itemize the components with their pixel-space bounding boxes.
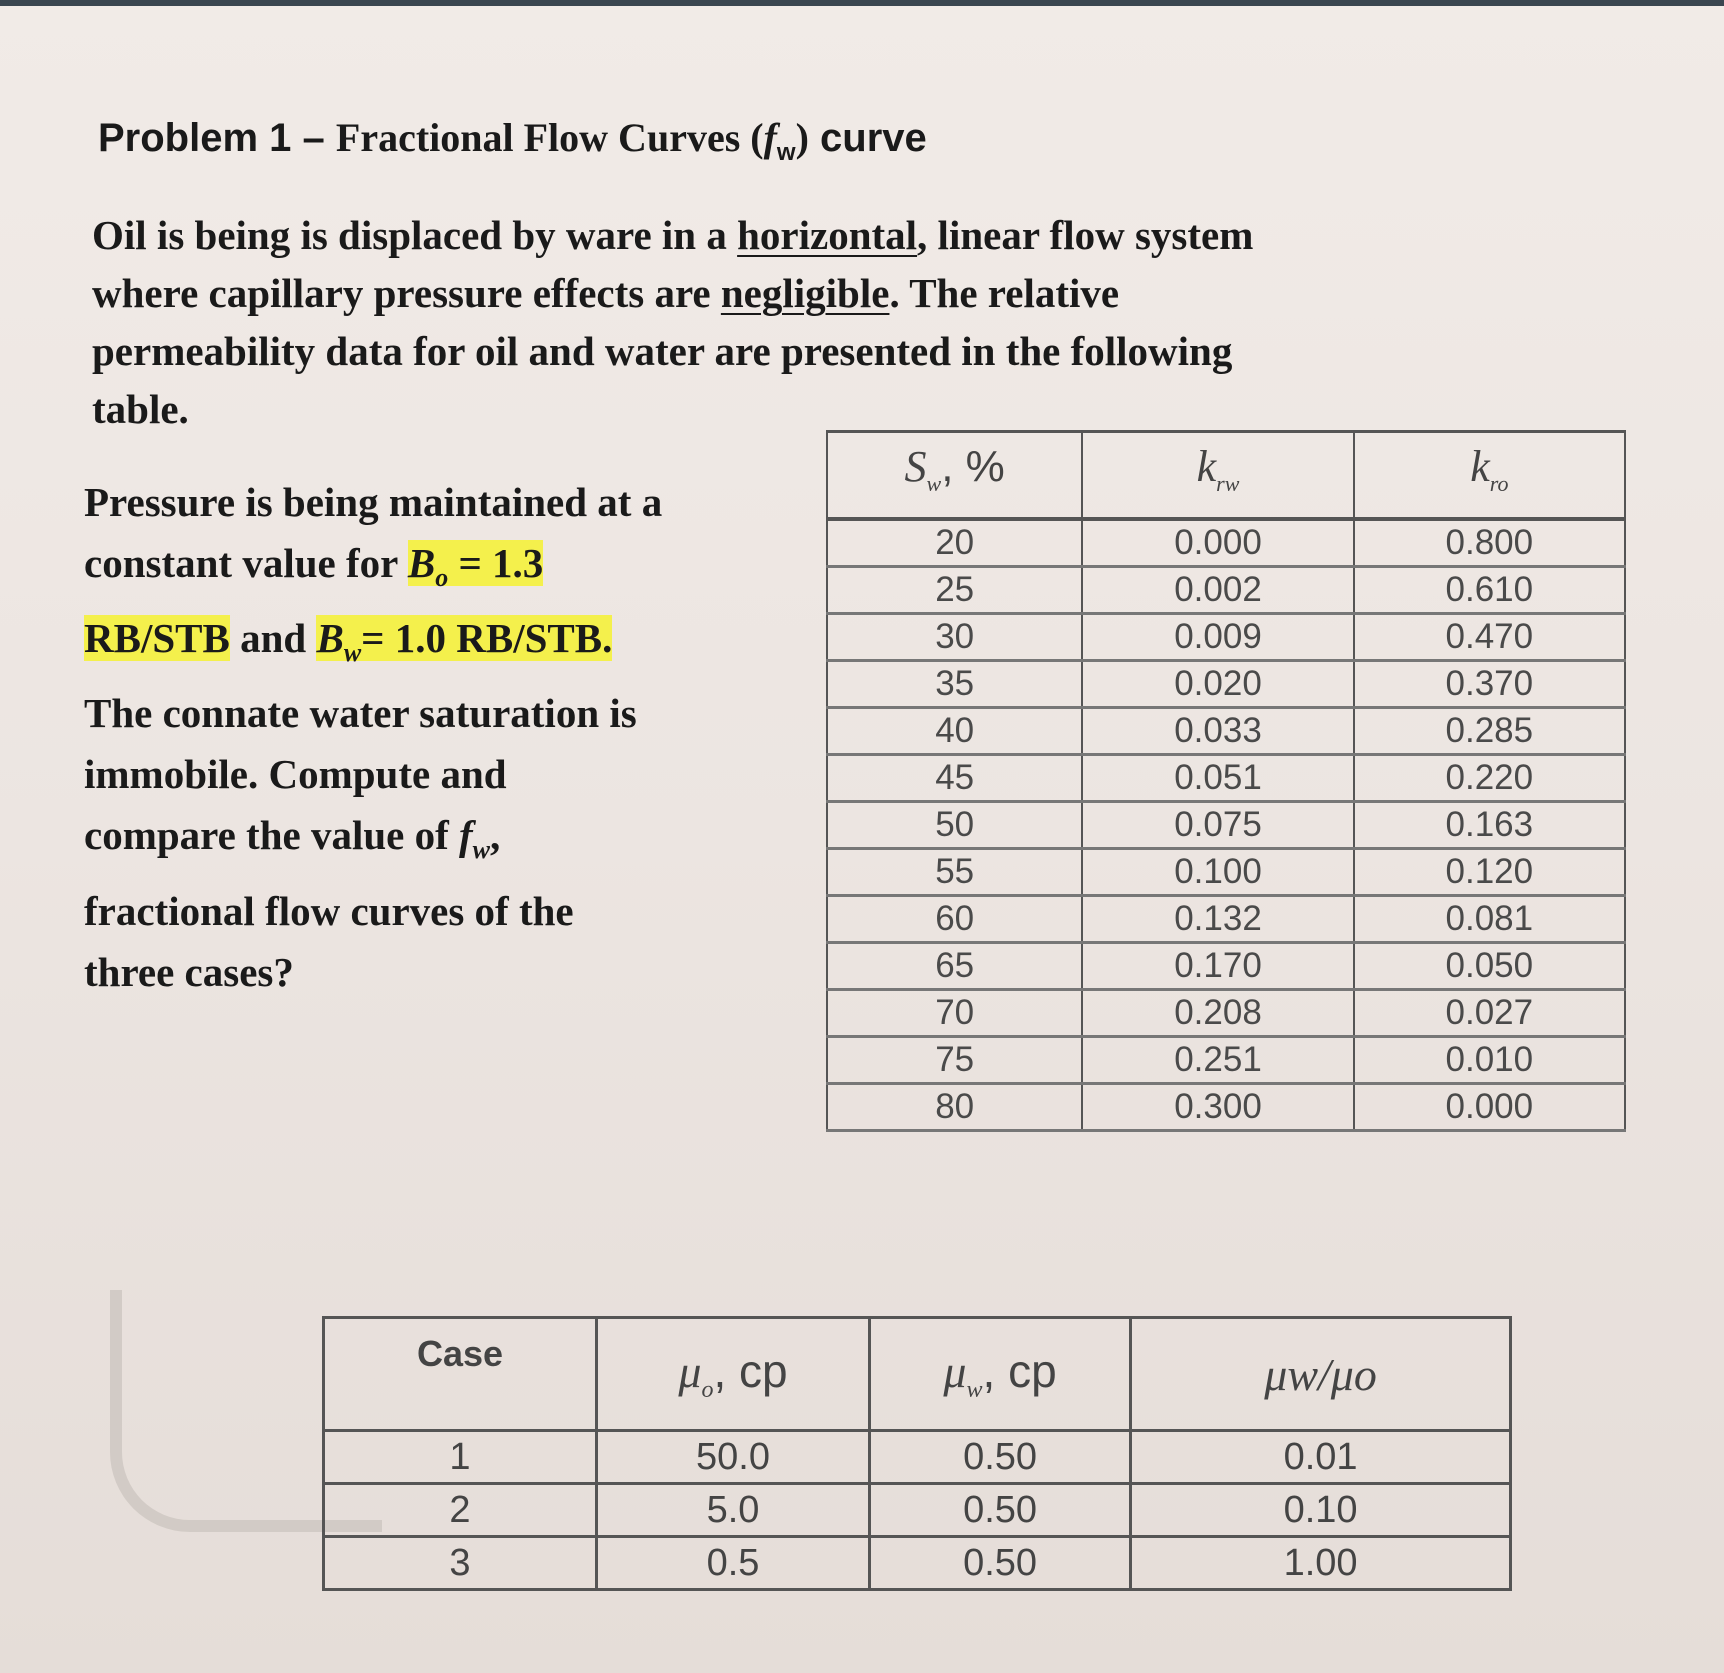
krw-cell: 0.170	[1082, 943, 1353, 990]
sw-cell: 80	[827, 1084, 1082, 1131]
kro-cell: 0.610	[1354, 567, 1625, 614]
intro-text: , linear flow system	[917, 212, 1254, 258]
kro-cell: 0.285	[1354, 708, 1625, 755]
cond-line-6	[84, 805, 804, 880]
cond-line-2	[84, 533, 804, 608]
sw-subscript: w	[926, 470, 942, 496]
kr-table-row	[827, 519, 1625, 567]
sw-header	[827, 432, 1082, 520]
krw-cell: 0.100	[1082, 849, 1353, 896]
kr-table-row	[827, 708, 1625, 755]
kr-table-body	[827, 519, 1625, 1131]
kro-cell: 0.081	[1354, 896, 1625, 943]
kro-cell: 0.163	[1354, 802, 1625, 849]
sw-cell: 60	[827, 896, 1082, 943]
krw-cell: 0.051	[1082, 755, 1353, 802]
kro-cell: 0.027	[1354, 990, 1625, 1037]
muw-unit: , cp	[982, 1344, 1057, 1397]
sw-cell: 70	[827, 990, 1082, 1037]
muo-symbol: μ	[678, 1345, 702, 1397]
kr-table-row	[827, 755, 1625, 802]
cond-text: and	[229, 615, 317, 662]
sw-cell: 55	[827, 849, 1082, 896]
case-number-cell: 1	[324, 1431, 597, 1484]
case-table-row	[324, 1484, 1511, 1537]
kr-table-row	[827, 849, 1625, 896]
kr-table-row	[827, 614, 1625, 661]
sw-cell: 35	[827, 661, 1082, 708]
krw-cell: 0.132	[1082, 896, 1353, 943]
title-main: Fractional Flow Curves (	[335, 115, 764, 160]
bw-highlight	[316, 615, 613, 668]
kro-cell: 0.000	[1354, 1084, 1625, 1131]
kro-cell: 0.470	[1354, 614, 1625, 661]
muo-unit: , cp	[713, 1344, 788, 1397]
kro-subscript: ro	[1489, 470, 1509, 496]
top-edge	[0, 0, 1724, 6]
viscosity-case-table	[322, 1316, 1512, 1591]
kr-table-row	[827, 943, 1625, 990]
bo-value: = 1.3	[448, 540, 544, 586]
sw-cell: 40	[827, 708, 1082, 755]
intro-line-2	[92, 264, 1512, 322]
kr-table-row	[827, 567, 1625, 614]
case-header-row	[324, 1318, 1511, 1431]
ratio-cell: 0.01	[1131, 1431, 1511, 1484]
kr-header-row	[827, 432, 1625, 520]
muo-subscript: o	[701, 1377, 714, 1404]
kro-cell: 0.010	[1354, 1037, 1625, 1084]
cond-line-4: The connate water saturation is	[84, 690, 637, 737]
muw-subscript: w	[966, 1377, 983, 1404]
kr-table-row	[827, 1037, 1625, 1084]
case-table-row	[324, 1537, 1511, 1590]
case-header: Case	[324, 1318, 597, 1431]
sw-cell: 75	[827, 1037, 1082, 1084]
fw-subscript: w	[472, 835, 491, 865]
krw-symbol: k	[1196, 441, 1217, 491]
krw-cell: 0.009	[1082, 614, 1353, 661]
ratio-cell: 0.10	[1131, 1484, 1511, 1537]
kro-cell: 0.120	[1354, 849, 1625, 896]
kro-cell: 0.220	[1354, 755, 1625, 802]
kr-table-row	[827, 1084, 1625, 1131]
muo-header	[597, 1318, 870, 1431]
ratio-symbol: μw/μo	[1264, 1349, 1377, 1400]
case-number-cell: 2	[324, 1484, 597, 1537]
underlined-word: horizontal	[737, 212, 918, 258]
title-w: w	[776, 139, 796, 166]
krw-cell: 0.020	[1082, 661, 1353, 708]
sw-cell: 20	[827, 519, 1082, 567]
bo-unit: RB/STB	[84, 615, 230, 662]
cond-line-8: three cases?	[84, 948, 294, 995]
muo-cell: 5.0	[597, 1484, 870, 1537]
krw-cell: 0.075	[1082, 802, 1353, 849]
krw-cell: 0.033	[1082, 708, 1353, 755]
muw-cell: 0.50	[870, 1484, 1131, 1537]
case-table-row	[324, 1431, 1511, 1484]
bo-highlight	[407, 540, 544, 593]
krw-subscript: rw	[1216, 470, 1240, 496]
sw-cell: 50	[827, 802, 1082, 849]
underlined-word: negligible	[720, 270, 890, 316]
cond-line-7: fractional flow curves of the	[84, 887, 574, 934]
intro-line-3: permeability data for oil and water are presented in the following	[92, 328, 1233, 374]
krw-cell: 0.300	[1082, 1084, 1353, 1131]
bo-symbol: B	[407, 540, 436, 586]
title-suffix: curve	[820, 116, 927, 160]
krw-cell: 0.000	[1082, 519, 1353, 567]
muw-cell: 0.50	[870, 1431, 1131, 1484]
sw-symbol: S	[904, 441, 927, 491]
intro-paragraph	[92, 206, 1512, 438]
ratio-cell: 1.00	[1131, 1537, 1511, 1590]
krw-cell: 0.208	[1082, 990, 1353, 1037]
case-number-cell: 3	[324, 1537, 597, 1590]
intro-line-4: table.	[92, 386, 189, 432]
bo-subscript: o	[435, 563, 449, 593]
relative-permeability-table	[826, 430, 1626, 1132]
title-f: f	[763, 115, 777, 160]
ratio-header	[1131, 1318, 1511, 1431]
muw-cell: 0.50	[870, 1537, 1131, 1590]
sw-cell: 25	[827, 567, 1082, 614]
kro-cell: 0.050	[1354, 943, 1625, 990]
muo-cell: 0.5	[597, 1537, 870, 1590]
intro-text: . The relative	[889, 270, 1120, 316]
muo-cell: 50.0	[597, 1431, 870, 1484]
kro-header	[1354, 432, 1625, 520]
cond-text: constant value for	[84, 540, 408, 586]
intro-line-1	[92, 206, 1512, 264]
krw-cell: 0.251	[1082, 1037, 1353, 1084]
cond-line-3	[84, 608, 804, 683]
kr-table-row	[827, 990, 1625, 1037]
muw-symbol: μ	[943, 1345, 967, 1397]
sw-cell: 30	[827, 614, 1082, 661]
title-close: )	[795, 115, 809, 160]
case-table-body	[324, 1431, 1511, 1590]
intro-text: Oil is being is displaced by ware in a	[92, 212, 738, 258]
kr-table-row	[827, 661, 1625, 708]
conditions-paragraph	[84, 472, 804, 1003]
cond-line-5: immobile. Compute and	[84, 751, 507, 798]
bw-symbol: B	[316, 615, 344, 662]
cond-line-1: Pressure is being maintained at a	[84, 479, 663, 525]
problem-title	[98, 114, 927, 167]
cond-text: ,	[490, 812, 501, 859]
title-prefix: Problem 1 –	[98, 116, 325, 160]
kro-symbol: k	[1470, 441, 1490, 491]
muw-header	[870, 1318, 1131, 1431]
krw-cell: 0.002	[1082, 567, 1353, 614]
sw-cell: 65	[827, 943, 1082, 990]
intro-text: where capillary pressure effects are	[92, 270, 721, 316]
cond-text: compare the value of	[84, 812, 460, 859]
kro-cell: 0.370	[1354, 661, 1625, 708]
kr-table-row	[827, 896, 1625, 943]
sw-cell: 45	[827, 755, 1082, 802]
bw-subscript: w	[343, 638, 362, 668]
fw-symbol: f	[459, 812, 473, 859]
kro-cell: 0.800	[1354, 519, 1625, 567]
bw-value: = 1.0 RB/STB.	[361, 615, 613, 662]
sw-unit: , %	[941, 441, 1005, 491]
krw-header	[1082, 432, 1353, 520]
kr-table-row	[827, 802, 1625, 849]
